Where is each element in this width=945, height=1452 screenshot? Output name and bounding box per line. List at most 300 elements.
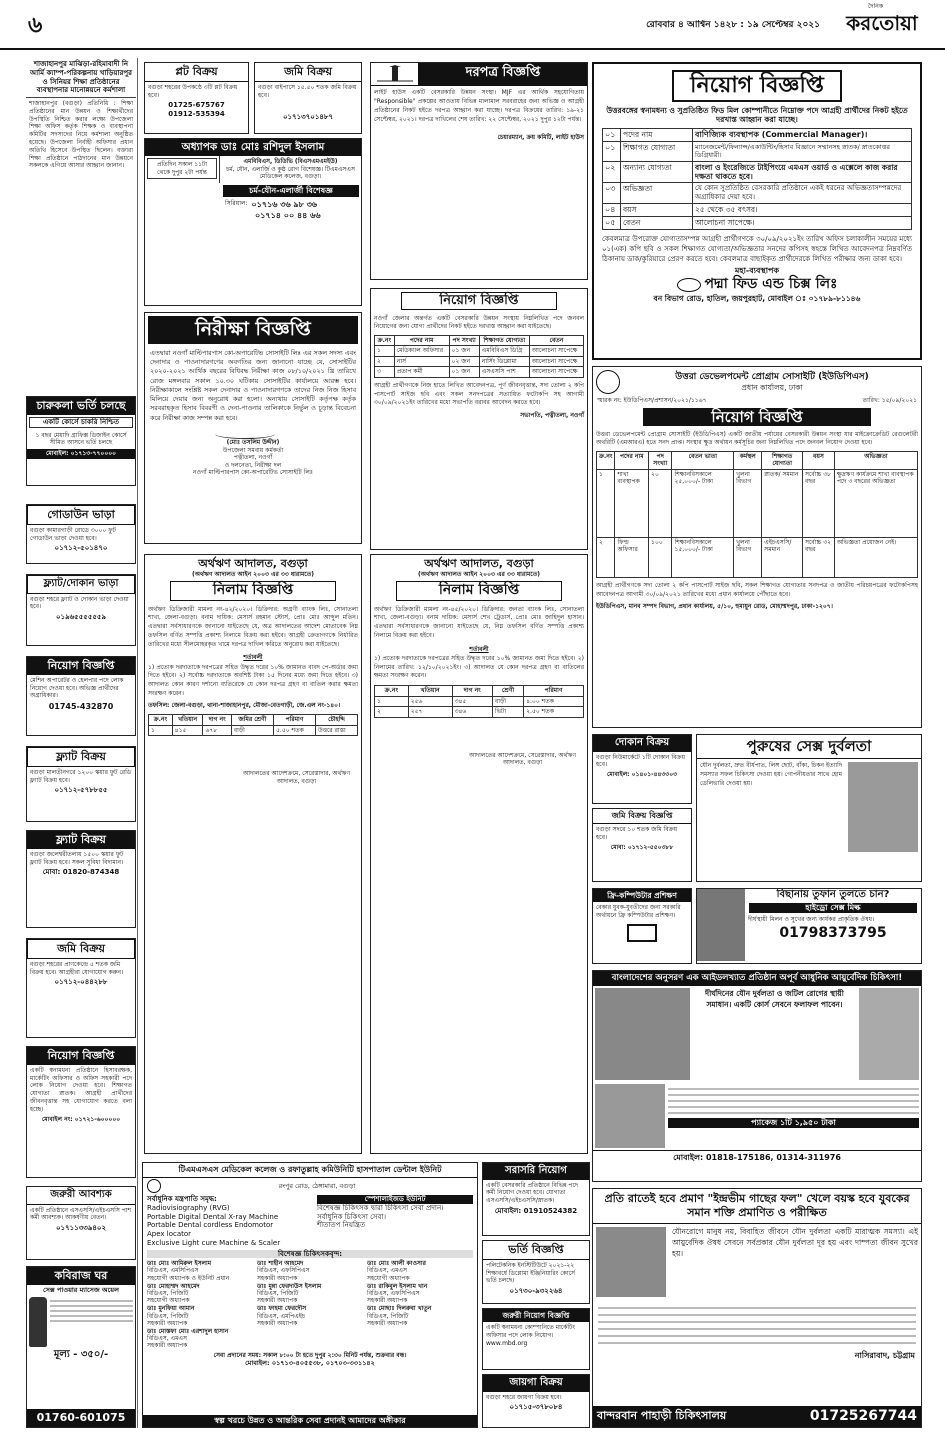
dental-hospital-ad: [142, 1162, 478, 1428]
paper-tag: দৈনিক: [868, 3, 884, 10]
table-header-cell: অভিজ্ঞতা: [834, 451, 917, 469]
service-item: শীতাতপ নিয়ন্ত্রিত: [317, 1221, 366, 1230]
job-notice-col3: [370, 288, 588, 550]
tree-title: প্রতি রাতেই হবে প্রমাণ "ইন্দ্রভীম গাছের ফল" খেলে বয়স্ক হবে যুবকের সমান শক্তি প্রমাণিত ও পরীক্ষিত: [593, 1189, 921, 1224]
table-cell: ০১ জন: [449, 367, 479, 378]
auction2-sub: (অর্থঋণ আদালত আইন ২০০৩ এর ৩৩ ধারামতে): [418, 570, 540, 578]
job-sign-col3: সভাপতি, পত্নীতলা, নওগাঁ: [520, 411, 584, 419]
doctor-role: সহকারী অধ্যাপক: [367, 1297, 408, 1305]
udps-date: তারিখ: ১৫/০৯/২০২১: [862, 397, 917, 404]
table-cell: ক্ষুদ্রঋণ কার্যক্রমে শাখা ব্যবস্থাপক পদে ৩ বছরের অভিজ্ঞতা: [834, 469, 917, 537]
doctor-deg: বিডিএস, এমপিএইচ: [257, 1312, 306, 1320]
news-body: শাজাহানপুর (বগুড়া) প্রতিনিধি : শিক্ষা প্রতিষ্ঠানের মান উন্নয়ন ও শিক্ষার্থীদের উপস্থিতি নিশ্চিত করার লক্ষ্যে উপজেলা শিক্ষা অফিস কর্তৃক শিক্ষক ও ব্যবস্থাপনা কমিটির সদস্যদের নিয়ে কর্মশালা অনুষ্ঠিত হয়েছে। উপজেলা নির্বাহী অফিসার প্রধান অতিথি হিসেবে উপস্থিত ছিলেন। বক্তারা শিক্ষা প্রতিষ্ঠানে পাঠদানের মান উন্নয়নে সকলকে এগিয়ে আসার আহ্বান জানান।: [29, 100, 133, 170]
auction2-sign: আদালতের আদেশক্রমে, সেরেস্তাদার, অর্থঋণ আদালত, বগুড়া: [468, 751, 576, 767]
row-number: ০৫: [603, 216, 621, 229]
lighthouse-logo-icon: [371, 63, 419, 85]
urgent-phone: ০১৭১১৩৩৯৪০২: [55, 1224, 107, 1233]
table-row: [375, 707, 584, 718]
table-header-cell: পদ সংখ্যা: [649, 451, 672, 469]
table-cell: ২০: [649, 469, 672, 537]
table-header-cell: ক্র.নং: [597, 451, 615, 469]
doctor-role: সহকারী অধ্যাপক: [257, 1319, 298, 1327]
inspection-title: নিরীক্ষা বিজ্ঞপ্তি: [148, 316, 358, 344]
tender-sign: চেয়ারম্যান, ক্রয় কমিটি, লাইট হাউস: [497, 134, 584, 141]
feed-company: পদ্মা ফিড এন্ড চিক্স লিঃ: [704, 276, 838, 293]
auction1-body: অর্থঋণ ডিক্রিজারী মামলা নং-৪২/২০২০। ডিক্রিদার: অগ্রণী ব্যাংক লিঃ, সোনাতলা শাখা, জেলা-বগুড়া। বনাম দায়িক: মেসার্স রহমান স্টোর্স, প্রোঃ মোঃ আব্দুল মতিন। এতদ্বারা সর্বসাধারণকে জানানো যাইতেছে যে, অত্র আদালতের আদেশ মোতাবেক নিম্ন তফসিল বর্ণিত সম্পত্তি প্রকাশ্য নিলামে বিক্রয় করা হইবে। আগ্রহী ক্রেতাগণকে নির্ধারিত তারিখের মধ্যে সীলমোহরকৃত খামে দরপত্র দাখিল করিতে অনুরোধ করা যাইতেছে।: [148, 605, 358, 648]
equipment-item: Portable Dental cordless Endomotor: [147, 1221, 274, 1230]
table-row: [375, 367, 584, 378]
herbal-sub: হাইড্রো সেক্স মিল্ক: [749, 903, 917, 913]
udps-terms: আগ্রহী প্রার্থীগণকে সদ্য তোলা ২ কপি পাসপোর্ট সাইজ ছবি, সকল শিক্ষাগত যোগ্যতার সনদপত্র ও জাতীয় পরিচয়পত্রের ফটোকপিসহ আবেদনপত্র আগামী ৩০/০৯/২০২১ তারিখের মধ্যে প্রধান কার্যালয়ে পৌঁছাতে হবে।: [596, 581, 918, 598]
direct-body: একটি বেসরকারি প্রতিষ্ঠানে বিভিন্ন পদে কর্মী নিয়োগ দেওয়া হবে। যোগ্যতা এসএসসি/এইচএসসি/স্নাতক।: [486, 1181, 579, 1205]
auction2-court: অর্থঋণ আদালত, বগুড়া: [424, 557, 534, 570]
auction1-table: [148, 714, 358, 736]
udps-job-notice: [592, 366, 922, 728]
direct-phone: মোবাইল: 01910524382: [494, 1206, 578, 1215]
table-cell: ১: [375, 346, 395, 357]
shop-phone: মোবাইল: ০১৪০১-৪৪৩৩০৩: [606, 771, 678, 779]
table-header-cell: পরিমাণ: [274, 715, 316, 726]
plot-title: প্লট বিক্রয়: [145, 63, 248, 82]
doctor-info: [220, 156, 361, 183]
tender-body: লাইট হাউস একটি বেসরকারি উন্নয়ন সংস্থা। MJF এর আর্থিক সহযোগিতায় "Responsible" প্রকল্পের আওতায় বিভিন্ন মালামাল সরবরাহের জন্য অভিজ্ঞ ও আগ্রহী প্রতিষ্ঠানের নিকট হইতে দরপত্র আহ্বান করা যাচ্ছে। দরপত্র বিক্রয়ের তারিখ: ১৯-২১ সেপ্টেম্বর, ২০২১। দরপত্র দাখিলের শেষ তারিখ: ২২ সেপ্টেম্বর, ২০২১ দুপুর ১২টা পর্যন্ত।: [374, 89, 584, 123]
hospital-info: [143, 1194, 477, 1249]
table-header-cell: জমির শ্রেণী: [231, 715, 273, 726]
udps-name: উত্তরা ডেভেলপমেন্ট প্রোগ্রাম সোসাইটি (ইউডিপিএস): [675, 371, 869, 382]
auction1-terms: ১) প্রত্যেক দরদাতাকে দরপত্রের সহিত উদ্ধৃত দরের ১০% জামানত বাবদ পে-অর্ডার জমা দিতে হইবে। ২) সর্বোচ্চ দরদাতাকে অবশিষ্ট টাকা ১৫ দিনের মধ্যে জমা দিতে হইবে। ৩) আদালত কোন কারণ দর্শানো ব্যতিরেকে যে কোন দরপত্র গ্রহণ বা বাতিল করার ক্ষমতা সংরক্ষণ করেন।: [148, 663, 358, 697]
table-cell: স্নাতক/ সমমান: [762, 469, 803, 537]
job2-body: একটি স্বনামধন্য প্রতিষ্ঠানে হিসাবরক্ষক, মার্কেটিং অফিসার ও অফিস সহকারী পদে লোক নিয়োগ দেওয়া হবে। শিক্ষাগত যোগ্যতা স্নাতক। আগ্রহী প্রার্থীদের জীবনবৃত্তান্ত সহ যোগাযোগ করতে বলা হচ্ছে।: [30, 1066, 132, 1113]
kabiraj-content: [27, 1295, 135, 1349]
computer-training-ad: [592, 888, 692, 964]
hospital-title: টিএমএসএস মেডিকেল কলেজ ও রফাতুল্লাহ কমিউনিটি হাসপাতাল ডেন্টাল ইউনিট: [143, 1163, 477, 1178]
row-number: ০৪: [603, 203, 621, 216]
row-number: ০১: [603, 129, 621, 142]
row-value: বাংলা ও ইংরেজিতে টাইপিংয়ে এমএস ওয়ার্ড ও এক্সেলে কাজ করার দক্ষতা থাকতে হবে।: [693, 161, 912, 183]
computer-body: বেকার যুবক-যুবতীদের জন্য সরকারি অর্থায়নে ফ্রি কম্পিউটার প্রশিক্ষণ।: [596, 904, 681, 920]
table-cell: এসএসসি পাশ: [479, 367, 529, 378]
table-header-cell: চৌহদ্দি: [316, 715, 358, 726]
table-row: [597, 537, 918, 577]
table-cell: ১: [597, 469, 615, 537]
job-table-col3: [374, 335, 584, 378]
table-cell: এইচএসসি/ সমমান: [762, 537, 803, 577]
flat-sale1-title: ফ্ল্যাট বিক্রয়: [27, 747, 135, 767]
table-row: [375, 356, 584, 367]
oil-bottle-icon: [29, 1297, 47, 1347]
coaching-title: চারুকলা ভর্তি চলছে: [27, 397, 135, 415]
urgent-title: জরুরী আবশ্যক: [27, 1187, 135, 1205]
row-value: বাণিজ্যিক ব্যবস্থাপক (Commercial Manager)।: [693, 129, 912, 142]
herbal-photo: [697, 889, 745, 961]
prakash-phone: মোবাইল: 01818-175186, 01314-311976: [593, 1150, 921, 1163]
doctor-chamber-box: [145, 156, 220, 183]
sex-body: যৌন দুর্বলতা, দ্রুত বীর্যপাত, লিঙ্গ ছোট, বাঁকা, চিকন ইত্যাদি সমস্যার সফল চিকিৎসা দেওয়া হয়। গোপনীয়তার সাথে হোম ডেলিভারি দেওয়া হয়।: [700, 761, 842, 787]
inspection-sign-place: পত্নীতলা, নওগাঁ: [233, 454, 273, 461]
flat-sale2-body: বগুড়া জলেশ্বরীতলায় ১৫০০ স্কয়ার ফুট ফ্ল্যাট বিক্রয় হবে। সকল সুবিধা বিদ্যমান।: [30, 850, 124, 866]
kabiraj-ad: [26, 1266, 136, 1428]
doctor-deg: বিডিএস, এফসিপিএস: [257, 1267, 310, 1275]
land-sale-title: জমি বিক্রয়: [27, 939, 135, 959]
tender-title: দরপত্র বিজ্ঞপ্তি: [419, 63, 587, 85]
row-label: বয়স: [621, 203, 693, 216]
doctor-serial-label: সিরিয়াল:: [225, 199, 248, 207]
doctor-entry: [257, 1305, 363, 1327]
feed-job-table: [602, 128, 912, 230]
plot-phone-2: 01912-535394: [168, 110, 225, 119]
udps-table-wrap: [593, 449, 921, 580]
doctor-deg: বিডিএস, এমএস: [367, 1267, 407, 1275]
doctor-name: ডাঃ মোছাঃ দিলরুবা খাতুন: [367, 1305, 432, 1313]
service-item: সর্বাধুনিক চিকিৎসা সেবা।: [317, 1212, 386, 1221]
table-cell: ৪.০০ শতক: [524, 696, 584, 707]
table-header-cell: ক্র.নং: [149, 715, 173, 726]
godown-phone: ০১৭১২-৫০১৪৭০: [54, 544, 108, 553]
doctor-role: সহযোগী অধ্যাপক: [147, 1297, 190, 1305]
table-cell: সর্বোচ্চ ৩৮ বছর: [803, 469, 835, 537]
table-cell: উত্তরে রাস্তা: [316, 725, 358, 736]
land-sale-notice: [592, 808, 692, 882]
doctors-grid: [143, 1259, 477, 1350]
paper-logo: করতোয়া: [846, 11, 918, 35]
table-header-cell: পরিমাণ: [524, 686, 584, 697]
land-sale-ad-2: [254, 62, 362, 134]
admission-title: ভর্তি বিজ্ঞপ্তি: [483, 1241, 589, 1260]
table-cell: ২.৫০ শতক: [524, 707, 584, 718]
urgent-job-ad-2: [482, 1308, 590, 1370]
table-cell: আলোচনা সাপেক্ষে: [529, 356, 583, 367]
equipment-item: সর্বাধুনিক যন্ত্রপাতি সমৃদ্ধ:: [147, 1195, 217, 1203]
land-sale-phone: ০১৭১২-০৪৪২৮৮: [54, 978, 108, 987]
row-number: ০১: [603, 142, 621, 161]
direct-title: সরাসরি নিয়োগ: [483, 1163, 589, 1180]
kabiraj-phone: 01760-601075: [27, 1409, 135, 1427]
table-header-cell: পদের নাম: [394, 335, 449, 346]
doctor-name: ডাঃ মোঃ আলী কাওসার: [367, 1260, 426, 1268]
table-header-cell: কর্মস্থল: [734, 451, 762, 469]
auction2-terms-title: শর্তাবলী: [469, 645, 489, 653]
table-cell: ২: [375, 356, 395, 367]
udps-intro: উত্তরা ডেভেলপমেন্ট প্রোগ্রাম সোসাইটি (ইউডিপিএস) একটি জাতীয় পর্যায়ের বেসরকারী উন্নয়ন সংস্থা যার মাইক্রোক্রেডিট রেগুলেটরী অথরিটি (এমআরএ) হতে সনদ প্রাপ্ত। সংস্থার ক্ষুদ্র অর্থায়ন কর্মসূচির জন্য নিম্নলিখিত পদে জনবল নিয়োগ দেওয়া হবে।: [596, 431, 918, 447]
doctor-name: ডাঃ ফাহমা ফেরদৌস: [257, 1305, 307, 1313]
direct-job-ad: [482, 1162, 590, 1236]
job-body-col3: নওগাঁ জেলার অন্তর্গত একটি বেসরকারি উন্নয়ন সংস্থায় নিম্নলিখিত পদে জনবল নিয়োগের জন্য যোগ্য প্রার্থীদের নিকট হইতে দরখাস্ত আহ্বান করা যাইতেছে।: [374, 315, 584, 331]
coaching-phone: মোবাইল: ০১৭১৩-৭৭০০০০: [27, 449, 135, 459]
auction2-table-wrap: [371, 683, 587, 720]
table-row: [603, 161, 912, 183]
table-cell: নার্সিং ডিপ্লোমা: [479, 356, 529, 367]
table-cell: ৬৭৮: [203, 725, 231, 736]
table-cell: খুলনা বিভাগ: [734, 537, 762, 577]
equipment-item: Radiovisiography (RVG): [147, 1203, 230, 1212]
feed-company-row: [594, 276, 920, 294]
sex-title: পুরুষের সেক্স দুর্বলতা: [697, 735, 921, 759]
kabiraj-price: মূল্য - ৩৫০/-: [53, 1348, 109, 1360]
urgent-body: একটি প্রতিষ্ঠানে এসএসসি/এইচএসসি পাশ কর্মী আবশ্যক। আকর্ষণীয় বেতন।: [30, 1206, 132, 1222]
hospital-addr: রংপুর রোড, ঠেঙ্গামারা, বগুড়া: [278, 1181, 356, 1190]
row-label: পদের নাম: [621, 129, 693, 142]
herbal-ad: [696, 888, 922, 964]
herbal-title: বিছানায় তুফান তুলতে চান?: [776, 889, 890, 900]
column-1: [26, 58, 138, 1428]
flat-sale2-title: ফ্ল্যাট বিক্রয়: [27, 831, 135, 849]
ayurvedic-ad: [592, 970, 922, 1182]
space-sale-ad: [482, 1374, 590, 1428]
godown-title: গোডাউন ভাড়া: [27, 505, 135, 525]
land2-phone: মোবা: ০১৭১২-৫৫০৩৮৮: [610, 843, 674, 851]
doctor-chamber: প্রতিদিন সকাল ১১টা থেকে দুপুর ২টা পর্যন্ত: [147, 158, 217, 179]
tree-lines: [593, 1300, 921, 1351]
doctor-name: ডাঃ মোঃ আমিরুল ইসলাম: [147, 1260, 212, 1268]
table-header-cell: দাগ নং: [203, 715, 231, 726]
table-row: [149, 725, 358, 736]
doctor-title: অধ্যাপক ডাঃ মোঃ রশিদুল ইসলাম: [145, 139, 361, 156]
doctor-entry: [257, 1283, 363, 1305]
table-row: [603, 142, 912, 161]
kabiraj-sub: সেক্স পাওয়ার ম্যাসেজ অয়েল: [43, 1285, 119, 1294]
table-header-cell: বেতন ভাতা: [672, 451, 734, 469]
doctor-role: সহকারী অধ্যাপক: [367, 1319, 408, 1327]
hospital-phone: মোবাইল: ০১৭১৩-৪০৫৫৩৮, ০১৭০৩-৩৩১১৪২: [245, 1359, 375, 1367]
plot-phone-1: 01725-675767: [168, 101, 225, 110]
sex-weakness-ad: [696, 734, 922, 882]
table-cell: আলোচনা সাপেক্ষে: [529, 346, 583, 357]
udps-table-head: [597, 451, 918, 469]
doctor-deg: বিডিএস, এমসিপিএস: [147, 1267, 199, 1275]
doctor-deg: বিডিএস, পিজিটি: [257, 1290, 299, 1297]
column-3: [368, 58, 590, 1158]
feed-job-table-wrap: [594, 126, 920, 232]
auction1-court: অর্থঋণ আদালত, বগুড়া: [198, 557, 308, 570]
table-row: [375, 346, 584, 357]
table-cell: আলোচনা সাপেক্ষে: [529, 367, 583, 378]
doctor-ad: [144, 138, 362, 306]
flat-sale-ad-2: [26, 830, 136, 928]
flat-sale2-phone: মোবা: 01820-874348: [42, 868, 120, 877]
inspection-sign-role2: ও দলনেতা, নিরীক্ষা দল: [224, 461, 282, 469]
table-cell: সর্বোচ্চ ৩২ বছর: [803, 537, 835, 577]
flat-sale-ad-1: [26, 746, 136, 822]
plot-sale-ad: [144, 62, 249, 134]
doctor-name: ডাঃ মুন্না ফেরদাউস ইসলাম: [257, 1282, 322, 1290]
doctor-deg: বিডিএস, পিজিটি: [367, 1312, 409, 1320]
auction1-title: নিলাম বিজ্ঞপ্তি: [170, 581, 336, 601]
prakash-title: বাংলাদেশের অনুসরণ এক আইডলখ্যাত প্রতিষ্ঠান অপূর্ব আধুনিক আয়ুর্বেদিক চিকিৎসা!: [593, 971, 921, 986]
udps-ref-row: [593, 397, 921, 405]
job-ad-2: [26, 1046, 136, 1178]
table-cell: ০২ জন: [449, 356, 479, 367]
land-phone: ০১৭১৩৭০১৪৮৭: [282, 113, 334, 122]
doctor-entry: [147, 1260, 253, 1282]
feed-job-title: নিয়োগ বিজ্ঞপ্তি: [672, 70, 842, 102]
doctor-role: সহকারী অধ্যাপক: [257, 1274, 298, 1282]
herbal-content: [697, 889, 921, 961]
land-title: জমি বিক্রয়: [255, 63, 361, 82]
doctor-badge: চর্ম-যৌন-এলার্জী বিশেষজ্ঞ: [223, 185, 359, 197]
table-header-cell: ক্র.নং: [375, 686, 409, 697]
tree-footer: [593, 1406, 921, 1428]
doctor-role: সহযোগী অধ্যাপক ও ইউনিট প্রধান: [147, 1274, 230, 1282]
doctor-body: চর্ম, যৌন, এলার্জি ও কুষ্ঠ রোগ বিশেষজ্ঞ। টিএমএসএস মেডিকেল কলেজ, বগুড়া।: [226, 165, 355, 181]
tree-body: যৌনরোগে মানুষ নয়, বিবাহিত জীবনে যৌন দুর্বলতা একটি মারাত্মক সমস্যা। এই আয়ুর্বেদিক ঔষধ সেবনে সর্বপ্রকার যৌন দুর্বলতা দূর হয় এবং দাম্পত্য জীবন সুখের হয়।: [672, 1226, 918, 1258]
udps-heading: [626, 372, 918, 393]
table-cell: ২৫৭: [408, 707, 452, 718]
date-line: রোববার ৪ আশ্বিন ১৪২৮ : ১৯ সেপ্টেম্বর ২০২১: [646, 20, 820, 30]
land-body: বগুড়া বাইপাসে ১৫.৫০ শতক জমি বিক্রয় হবে।: [258, 83, 357, 99]
tree-content: [593, 1224, 921, 1300]
auction2-title: নিলাম বিজ্ঞপ্তি: [396, 581, 562, 601]
doctor-deg: বিডিএস, এফসিপিএস: [367, 1290, 420, 1297]
doctor-deg: বিডিএস, পিজিটি: [147, 1312, 189, 1320]
doctor-name: ডাঃ মোহাম্মদ আহমেদ: [147, 1282, 200, 1290]
job1-phone: 01745-432870: [48, 702, 114, 712]
land-sale-body: বগুড়া শহরের প্রাণকেন্দ্রে ৫ শতক জমি বিক্রয় হবে। আগ্রহীরা যোগাযোগ করুন।: [30, 960, 124, 976]
kabiraj-title: কবিরাজ ঘর: [27, 1267, 135, 1285]
job-ad-1: [26, 656, 136, 736]
hospital-logo-icon: [147, 1179, 161, 1193]
equipment-item: Apex locator: [147, 1230, 192, 1238]
plot-body: বগুড়া শহরের উপকণ্ঠে ৩টি প্লট বিক্রয় হবে।: [148, 83, 238, 99]
row-value: ম্যানেজমেন্ট/ফিন্যান্স/একাউন্টিং/হিসাব বিজ্ঞানে সম্মানসহ স্নাতক/ স্নাতকোত্তর ডিগ্রিধারী।: [693, 142, 912, 161]
coaching-body: ১ বছর মেয়াদি গ্রাফিক্স ডিজাইন কোর্সে সীমিত আসনে ভর্তি চলছে: [35, 431, 127, 447]
job1-body: মেশিন অপারেটর ও হেলপার পদে লোক নিয়োগ দেওয়া হবে। অভিজ্ঞ প্রার্থীদের অগ্রাধিকার।: [30, 676, 124, 700]
tree-addr: নাসিরাবাদ, চট্টগ্রাম: [854, 1350, 915, 1360]
auction-notice-2: [370, 554, 588, 1154]
doctor-name: ডাঃ মোস্তফা মোঃ এরশাদুল হাসান: [147, 1327, 229, 1335]
shop-body: বগুড়া নিউমার্কেটে ১টি দোকান বিক্রয় হবে।: [596, 753, 685, 769]
admission-body: পলিটেকনিক ইনস্টিটিউটে ২০২১-২২ শিক্ষাবর্ষে ডিপ্লোমা ইঞ্জিনিয়ারিং কোর্সে ভর্তি চলছে।: [486, 1261, 575, 1285]
doctor-phone-1: ০১৭১৬ ৩৬ ৯৮ ৩৬: [251, 199, 318, 209]
table-cell: ৩৪৬: [452, 707, 492, 718]
tender-notice: [370, 62, 588, 280]
row-label: শিক্ষাগত যোগ্যতা: [621, 142, 693, 161]
column-2: [142, 58, 365, 1158]
herbal-text: [745, 889, 921, 961]
job2-phone: মোবাইল নং: ০১৭২১-৬০০০০০: [41, 1115, 121, 1123]
signature-mark: [215, 429, 275, 439]
udps-header: [593, 367, 921, 397]
tree-org: বান্দরবান পাহাড়ী চিকিৎসালয়: [597, 1409, 727, 1423]
prakash-content: [593, 986, 921, 1082]
computer-title: ফ্রি-কম্পিউটার প্রশিক্ষণ: [593, 889, 691, 902]
udps-address: ইউডিপিএস, মানব সম্পদ বিভাগ, প্রধান কার্যালয়, ৫/১০, হুমায়ুন রোড, মোহাম্মদপুর, ঢাকা-১২০৭।: [596, 603, 833, 611]
doctor-serial-row: [145, 199, 361, 211]
doctor-content: [145, 156, 361, 183]
table-header-cell: বয়স: [803, 451, 835, 469]
land-sale-ad: [26, 938, 136, 1038]
row-label: অভিজ্ঞতা: [621, 183, 693, 204]
space-phone: ০১৭১৫-৩৭৮০৮৪: [509, 1403, 563, 1412]
table-cell: ১: [149, 725, 173, 736]
chick-logo-icon: [677, 278, 701, 292]
service-item: বিশেষজ্ঞ চিকিৎসক দ্বারা চিকিৎসা সেবা প্রদান।: [317, 1203, 444, 1212]
doctors-head: বিশেষজ্ঞ চিকিৎসকবৃন্দ:: [147, 1250, 473, 1259]
sex-content: [697, 759, 921, 855]
table-row: [603, 216, 912, 229]
table-cell: ৪১৫: [172, 725, 203, 736]
feed-job-sign-role: মহা-ব্যবস্থাপক: [734, 266, 780, 276]
table-header-cell: শ্রেণী: [492, 686, 523, 697]
auction2-table-head: [375, 686, 584, 697]
table-cell: এমবিবিএস ডিগ্রি: [479, 346, 529, 357]
doctor-phone-2: ০১৭১৪ ০০ ৪৪ ৬৬: [255, 210, 321, 220]
page-number: ৬: [28, 13, 43, 38]
table-cell: ৩: [375, 367, 395, 378]
doctor-entry: [147, 1305, 253, 1327]
inspection-body: এতদ্বারা নওগাঁ মাল্টিপারপাস কো-অপারেটিভ সোসাইটি লিঃ এর সকল সদস্য এবং দেনাদার ও পাওনাদারগণের অবগতির জন্য জানানো যাচ্ছে যে, সোসাইটির ২০২০-২০২১ আর্থিক বছরের বিধিবদ্ধ নিরীক্ষা কাজ ০৮/১০/২০২১ খ্রি তারিখে রোজ মঙ্গলবার সকাল ১০.৩০ ঘটিকায় সোসাইটির কার্যালয়ে আরম্ভ হবে। নিরীক্ষাকালে সংশ্লিষ্ট সকল দেনাদার ও পাওনাদারগণকে তাদের নিজ নিজ হিসাব মিলিয়ে দেয়ার জন্য অনুরোধ করা হলো। অন্যথায় সোসাইটি কর্তৃপক্ষ কর্তৃক সরবরাহকৃত হিসাব বিবরণী ও দেনা-পাওনার তালিকাকে নির্ভুল ও চূড়ান্ত বিবেচনা করে নিরীক্ষা কাজ সম্পন্ন করা হবে।: [150, 348, 356, 422]
doctor-deg: বিডিএস, এমএস: [147, 1335, 187, 1343]
table-header-cell: শিক্ষাগত যোগ্যতা: [762, 451, 803, 469]
flat-shop-title: ফ্ল্যাট/দোকান ভাড়া: [27, 575, 135, 594]
feed-job-intro: উত্তরবঙ্গের স্বনামধন্য ও সুপ্রতিষ্ঠিত ফিড মিল কোম্পানীতে নিম্নোক্ত পদে আগ্রহী প্রার্থীদের নিকট হইতে দরখাস্ত আহ্বান করা যাচ্ছে।: [606, 105, 908, 124]
doctor-entry: [147, 1283, 253, 1305]
doctor-role: সহকারী অধ্যাপক: [257, 1297, 298, 1305]
auction1-sub: (অর্থঋণ আদালত আইন ২০০৩ এর ৩৩ ধারামতে): [192, 570, 314, 578]
news-item: [26, 58, 136, 380]
prakash-photo-2: [859, 988, 919, 1080]
table-cell: ২: [375, 707, 409, 718]
doctor-name: ডাঃ শাহীন আহমেদ: [257, 1260, 304, 1268]
job-table-wrap: [371, 333, 587, 380]
auction2-table: [374, 685, 584, 718]
hospital-slogan: স্বল্প খরচে উন্নত ও আন্তরিক সেবা প্রদানই আমাদের অঙ্গীকার: [143, 1415, 477, 1427]
space-title: জায়গা বিক্রয়: [483, 1375, 589, 1392]
table-cell: ০১ জন: [449, 346, 479, 357]
table-row: [603, 183, 912, 204]
doctor-entry: [257, 1260, 363, 1282]
godown-body: বগুড়া কামারগাড়ী রোডে ৩০০০ ফুট গোডাউন ভাড়া দেওয়া হবে।: [30, 526, 116, 542]
doctor-entry: [147, 1328, 253, 1350]
inspection-sign-org: নওগাঁ মাল্টিপারপাস কো-অপারেটিভ সোসাইটি লিঃ: [192, 469, 313, 476]
auction2-terms: ১) প্রত্যেক দরদাতাকে দরপত্রের সহিত উদ্ধৃত দরের ১০% জামানত জমা দিতে হইবে। ২) নিলামের তারিখ: ১২/১০/২০২১ইং। ৩) আদালত যে কোন দরপত্র গ্রহণ বা বাতিলের ক্ষমতা সংরক্ষণ করেন।: [374, 655, 584, 680]
flat-shop-rent-ad: [26, 574, 136, 646]
table-header-cell: ক্র.নং: [375, 335, 395, 346]
row-label: অন্যান্য যোগ্যতা: [621, 161, 693, 183]
prakash-lines: [668, 1084, 919, 1148]
prakash-photo-1: [595, 988, 690, 1080]
row-value: যে কোন সুপ্রতিষ্ঠিত বেসরকারি প্রতিষ্ঠানে একই ধরনের অভিজ্ঞতাসম্পন্নদের অগ্রাধিকার দেয়া হবে।: [693, 183, 912, 204]
urgent-ad: [26, 1186, 136, 1260]
land2-title: জমি বিক্রয় বিজ্ঞপ্তি: [593, 809, 691, 824]
equipment-item: Exclusive Light cure Machine & Scaler: [147, 1238, 281, 1247]
auction1-table-head: [149, 715, 358, 726]
udps-ref: স্মারক নং: ইউডিপিএস/প্রশাসন/২০২১/১১৬৭: [597, 397, 707, 404]
auction1-terms-title: শর্তাবলী: [243, 654, 263, 662]
table-row: [375, 696, 584, 707]
hospital-sub-row: [143, 1178, 477, 1194]
table-cell: বাড়ী: [231, 725, 273, 736]
admission-ad: [482, 1240, 590, 1304]
service-list: [313, 1194, 477, 1249]
computer-icon: [627, 924, 657, 942]
job-table-head: [375, 335, 584, 346]
table-cell: ৫.৫০ শতক: [274, 725, 316, 736]
udps-title: নিয়োগ বিজ্ঞপ্তি: [643, 408, 871, 427]
doctor-entry: [367, 1260, 473, 1282]
spec-label: স্পেশালাইজড ইউনিট: [317, 1195, 473, 1204]
udps-logo-icon: [596, 370, 620, 394]
table-cell: ২৫৬: [408, 696, 452, 707]
job1-title: নিয়োগ বিজ্ঞপ্তি: [27, 657, 135, 675]
table-cell: বাড়ী: [492, 696, 523, 707]
table-cell: ৩৪৫: [452, 696, 492, 707]
table-cell: ভিটা: [492, 707, 523, 718]
indravim-ad: [592, 1188, 922, 1428]
urgent2-body: একটি স্বনামধন্য কোম্পানিতে মার্কেটিং অফিসার পদে লোক নিয়োগ। www.mbd.org: [486, 1324, 575, 1347]
kabiraj-desc: [50, 1297, 133, 1347]
admission-phone: ০১৭৩০-৯৩২২৬৪: [509, 1287, 563, 1296]
table-cell: শিক্ষানবিসকালে ১৫,০০০/- টাকা: [672, 537, 734, 577]
